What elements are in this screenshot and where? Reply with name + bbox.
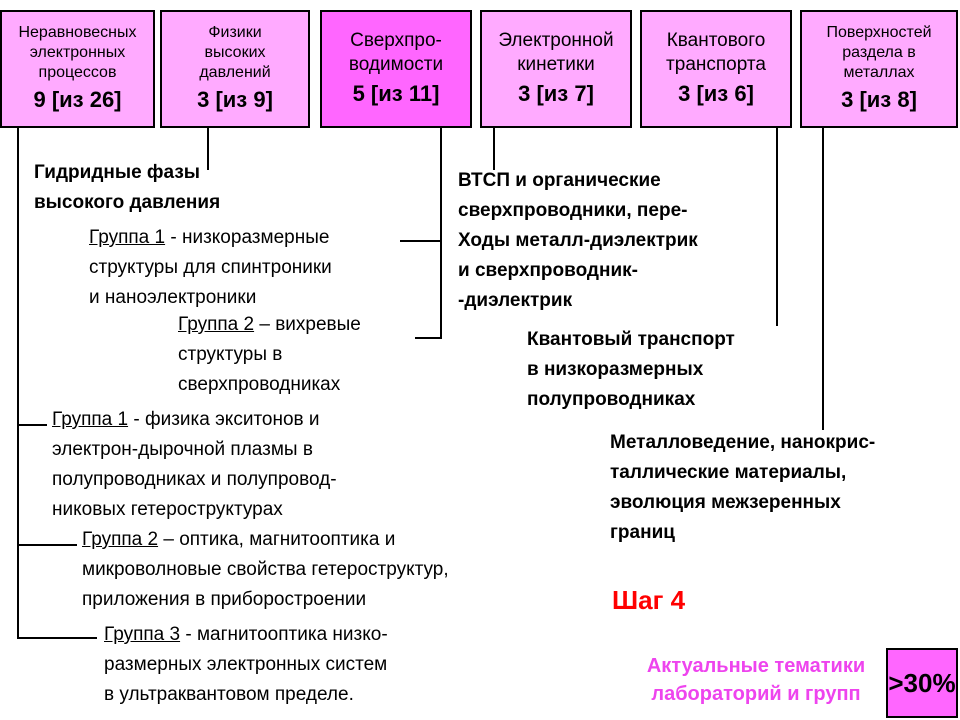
lab-count: 9 [из 26]: [33, 87, 122, 112]
group-text: - физика экситонов и электрон-дырочной плазмы в полупроводниках и полупровод- никовых гетероструктурах: [52, 409, 337, 520]
lab-box-superconductivity: [320, 10, 472, 128]
group-ne-1: [52, 405, 337, 525]
lab-name: Квантового транспорта: [666, 30, 766, 75]
lab-box-kinetics: [480, 10, 632, 128]
group-label: Группа 2: [82, 529, 159, 550]
lab-name: Поверхностей раздела в металлах: [826, 24, 932, 81]
lab-name: Неравновесных электронных процессов: [18, 24, 137, 81]
lab-count: 5 [из 11]: [352, 81, 440, 106]
group-text: – вихревые структуры в сверхпроводниках: [178, 314, 361, 395]
percent-badge: >30%: [886, 648, 958, 718]
connector-line: [822, 128, 824, 430]
lab-name: Физики высоких давлений: [199, 24, 271, 81]
group-label: Группа 2: [178, 314, 255, 335]
connector-line: [440, 128, 442, 338]
connector-line: [17, 544, 77, 546]
connector-line: [400, 240, 442, 242]
topic-quantum-transport: Квантовый транспорт в низкоразмерных полупроводниках: [527, 329, 735, 410]
group-text: - магнитооптика низко- размерных электронных систем в ультраквантовом пределе.: [104, 624, 388, 705]
connector-line: [776, 128, 778, 326]
connector-line: [17, 424, 47, 426]
lab-box-quantum-transport: [640, 10, 792, 128]
topic-metals: Металловедение, нанокрис- таллические материалы, эволюция межзеренных границ: [610, 432, 876, 543]
group-ne-3: [104, 620, 388, 710]
group-ne-2: [82, 525, 449, 615]
lab-box-metal-interfaces: [800, 10, 958, 128]
group-sc-2: [178, 310, 361, 400]
lab-count: 3 [из 7]: [518, 81, 594, 106]
group-text: – оптика, магнитооптика и микроволновые свойства гетероструктур, приложения в приборостроении: [82, 529, 449, 610]
lab-name: Сверхпро- водимости: [348, 30, 444, 75]
connector-line: [493, 128, 495, 170]
group-text: - низкоразмерные структуры для спинтроники и наноэлектроники: [89, 227, 332, 308]
connector-line: [17, 128, 19, 638]
lab-count: 3 [из 9]: [197, 87, 273, 112]
connector-line: [17, 637, 97, 639]
topic-htsc: ВТСП и органические сверхпроводники, пере- Ходы металл-диэлектрик и сверхпроводник- -диэлектрик: [458, 170, 698, 311]
step-label: Шаг 4: [612, 585, 686, 615]
group-label: Группа 1: [89, 227, 166, 248]
topic-hydride: Гидридные фазы высокого давления: [34, 162, 221, 213]
footer-caption: Актуальные тематики лабораторий и групп: [646, 655, 866, 705]
group-label: Группа 1: [52, 409, 129, 430]
lab-box-high-pressure: [160, 10, 310, 128]
lab-count: 3 [из 8]: [841, 87, 917, 112]
connector-line: [415, 337, 442, 339]
group-label: Группа 3: [104, 624, 181, 645]
group-sc-1: [89, 223, 332, 313]
lab-count: 3 [из 6]: [678, 81, 754, 106]
lab-name: Электронной кинетики: [498, 30, 614, 75]
lab-box-nonequilibrium: [0, 10, 155, 128]
